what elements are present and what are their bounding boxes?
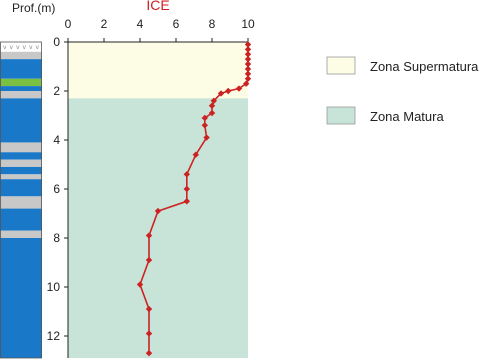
maturity-zones <box>68 42 248 358</box>
lith-layer-8 <box>0 152 42 159</box>
zone-legend <box>327 57 479 124</box>
lith-layer-7 <box>0 142 42 152</box>
lith-layer-11 <box>0 174 42 179</box>
lith-layer-9 <box>0 160 42 167</box>
lith-pattern-mark: v <box>16 44 20 51</box>
y-tick-label: 4 <box>53 133 60 147</box>
lithology-column <box>0 42 42 358</box>
lith-layer-16 <box>0 238 42 358</box>
y-tick-label: 0 <box>53 35 60 49</box>
lith-layer-12 <box>0 179 42 196</box>
lith-pattern-mark: v <box>9 44 14 51</box>
y-tick-label: 10 <box>46 280 60 294</box>
y-tick-label: 6 <box>53 182 60 196</box>
legend-swatch-matura <box>327 107 355 124</box>
lith-pattern-mark: v <box>35 44 40 51</box>
legend-label-matura: Zona Matura <box>370 109 444 124</box>
lith-layer-4 <box>0 86 42 91</box>
lith-pattern-mark: v <box>22 44 27 51</box>
y-axis-label: Prof.(m) <box>12 1 56 15</box>
lith-layer-14 <box>0 209 42 231</box>
x-tick-label: 0 <box>64 17 72 31</box>
y-tick-label: 8 <box>53 231 60 245</box>
y-tick-label: 12 <box>46 329 60 343</box>
lith-pattern-mark: v <box>29 44 33 51</box>
x-tick-label: 4 <box>136 17 144 31</box>
lith-layer-5 <box>0 91 42 98</box>
lith-layer-13 <box>0 196 42 208</box>
y-tick-label: 2 <box>53 84 60 98</box>
lith-pattern-mark: v <box>3 44 7 51</box>
lith-layer-6 <box>0 98 42 142</box>
x-tick-label: 10 <box>241 17 255 31</box>
x-tick-label: 6 <box>172 17 180 31</box>
legend-swatch-supermatura <box>327 57 355 74</box>
lith-layer-1 <box>0 52 42 59</box>
legend-label-supermatura: Zona Supermatura <box>370 59 479 74</box>
x-tick-label: 2 <box>100 17 108 31</box>
lith-layer-15 <box>0 231 42 238</box>
lith-layer-2 <box>0 59 42 79</box>
zone-band-0 <box>68 42 248 98</box>
x-tick-label: 8 <box>208 17 216 31</box>
chart-title: ICE <box>146 0 170 13</box>
lith-layer-3 <box>0 79 42 86</box>
zone-band-1 <box>68 98 248 358</box>
lith-layer-10 <box>0 167 42 174</box>
